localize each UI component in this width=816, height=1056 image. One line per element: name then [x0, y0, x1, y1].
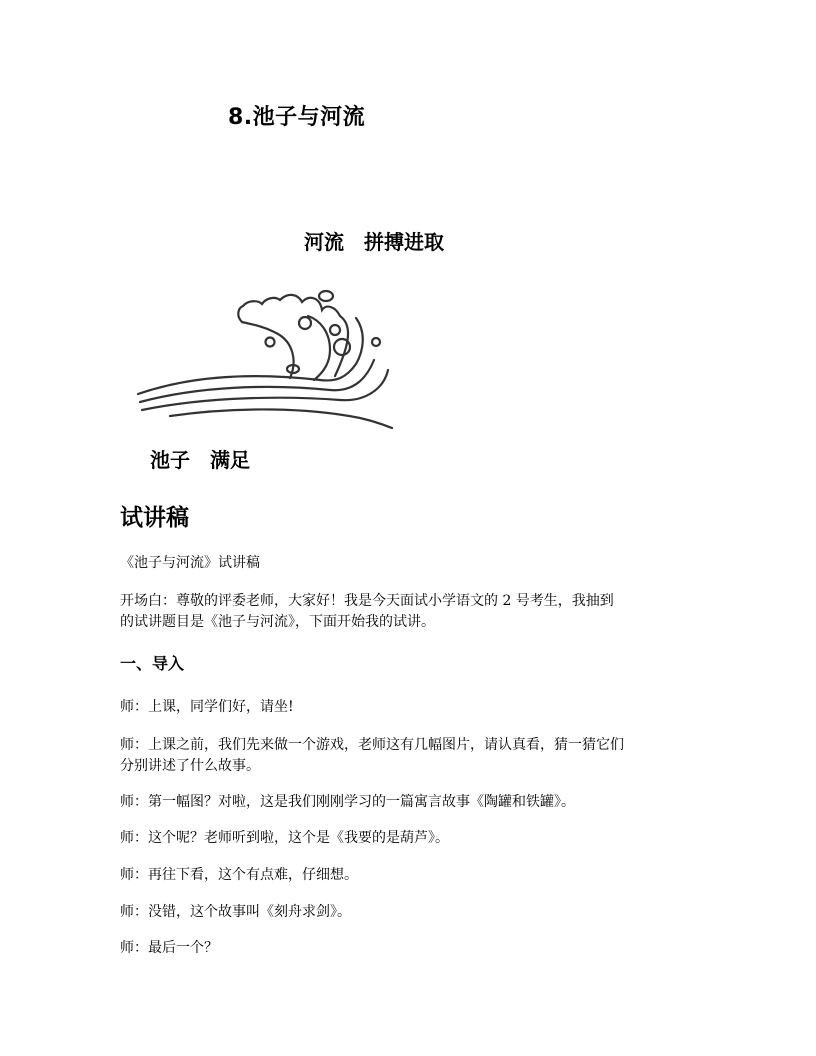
paragraph-2-line-1: 师：上课之前，我们先来做一个游戏，老师这有几幅图片，请认真看，猜一猜它们 [120, 737, 624, 753]
part1-heading: 一、导入 [120, 654, 185, 673]
opening-line-2: 的试讲题目是《池子与河流》，下面开始我的试讲。 [120, 614, 435, 630]
opening-line-1: 开场白：尊敬的评委老师，大家好！我是今天面试小学语文的 2 号考生，我抽到 [120, 593, 614, 609]
script-doc-title: 《池子与河流》试讲稿 [120, 555, 260, 571]
pond-trait: 满足 [210, 448, 250, 472]
paragraph-6: 师：没错，这个故事叫《刻舟求剑》。 [120, 904, 351, 920]
bubble [334, 339, 350, 355]
bubble [330, 325, 340, 335]
wave-line-4 [170, 409, 392, 428]
paragraph-5: 师：再往下看，这个有点难，仔细想。 [120, 867, 358, 883]
river-word: 河流 [304, 230, 344, 254]
bubble [372, 338, 380, 346]
river-label [304, 226, 444, 255]
pond-word: 池子 [150, 448, 190, 472]
wave-curl [242, 322, 294, 378]
section-heading: 试讲稿 [120, 505, 189, 531]
lesson-title: 8.池子与河流 [228, 105, 366, 130]
river-trait: 拼搏进取 [364, 230, 444, 254]
paragraph-3: 师：第一幅图？对啦，这是我们刚刚学习的一篇寓言故事《陶罐和铁罐》。 [120, 794, 575, 810]
bubble [266, 338, 275, 347]
pond-label [150, 444, 250, 473]
paragraph-7: 师：最后一个？ [120, 940, 218, 956]
paragraph-1: 师：上课，同学们好，请坐! [120, 699, 294, 715]
bubble [319, 291, 333, 301]
wave-illustration [130, 268, 450, 438]
paragraph-4: 师：这个呢？老师听到啦，这个是《我要的是葫芦》。 [120, 830, 449, 846]
paragraph-2-line-2: 分别讲述了什么故事。 [120, 758, 260, 774]
bubble [299, 317, 311, 329]
